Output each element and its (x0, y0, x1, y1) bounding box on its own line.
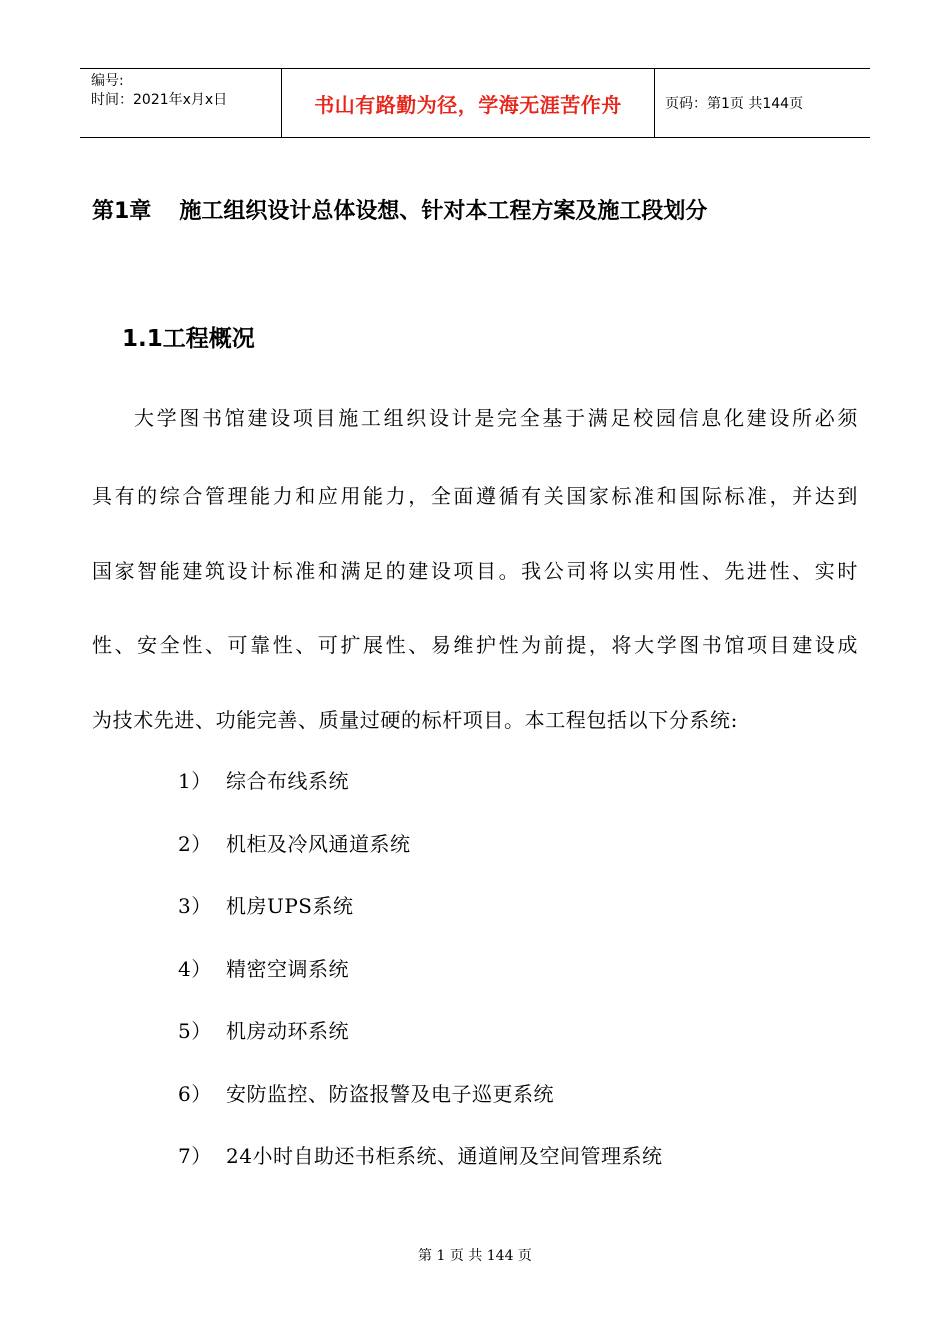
list-marker: 4） (178, 957, 212, 981)
page-footer: 第 1 页 共 144 页 (418, 1248, 532, 1264)
paragraph-line: 具有的综合管理能力和应用能力，全面遵循有关国家标准和国际标准，并达到 (92, 484, 858, 508)
paragraph-line: 性、安全性、可靠性、可扩展性、易维护性为前提，将大学图书馆项目建设成 (92, 633, 858, 657)
list-marker: 2） (178, 832, 212, 856)
paragraph-line: 为技术先进、功能完善、质量过硬的标杆项目。本工程包括以下分系统: (92, 708, 738, 732)
list-item (178, 1019, 349, 1043)
list-marker: 3） (178, 894, 212, 918)
list-item-text: 机房UPS系统 (226, 894, 354, 918)
list-item (178, 769, 349, 793)
header-motto-cell (281, 69, 655, 137)
chapter-heading (92, 194, 707, 225)
list-item-text: 安防监控、防盗报警及电子巡更系统 (226, 1082, 554, 1106)
document-number-label: 编号: (91, 73, 124, 89)
list-marker: 7） (178, 1144, 212, 1168)
list-item-text: 综合布线系统 (226, 769, 349, 793)
chapter-number: 第1章 (92, 199, 152, 224)
list-item-text: 精密空调系统 (226, 957, 349, 981)
list-item-text: 24小时自助还书柜系统、通道闸及空间管理系统 (226, 1144, 663, 1168)
document-header (80, 68, 870, 138)
header-motto: 书山有路勤为径，学海无涯苦作舟 (314, 92, 622, 117)
document-date: 时间：2021年x月x日 (91, 92, 228, 108)
list-item (178, 1144, 662, 1168)
list-item-text: 机柜及冷风通道系统 (226, 832, 411, 856)
list-item (178, 894, 354, 918)
list-item (178, 832, 411, 856)
list-marker: 5） (178, 1019, 212, 1043)
paragraph-line: 国家智能建筑设计标准和满足的建设项目。我公司将以实用性、先进性、实时 (92, 559, 858, 583)
list-item (178, 1082, 554, 1106)
chapter-title: 施工组织设计总体设想、针对本工程方案及施工段划分 (179, 199, 708, 224)
header-meta (80, 69, 281, 137)
section-heading: 1.1工程概况 (122, 326, 255, 352)
list-item-text: 机房动环系统 (226, 1019, 349, 1043)
list-item (178, 957, 349, 981)
list-marker: 6） (178, 1082, 212, 1106)
paragraph-line: 大学图书馆建设项目施工组织设计是完全基于满足校园信息化建设所必须 (134, 406, 858, 430)
header-page-info: 页码：第1页 共144页 (665, 96, 804, 112)
list-marker: 1） (178, 769, 212, 793)
